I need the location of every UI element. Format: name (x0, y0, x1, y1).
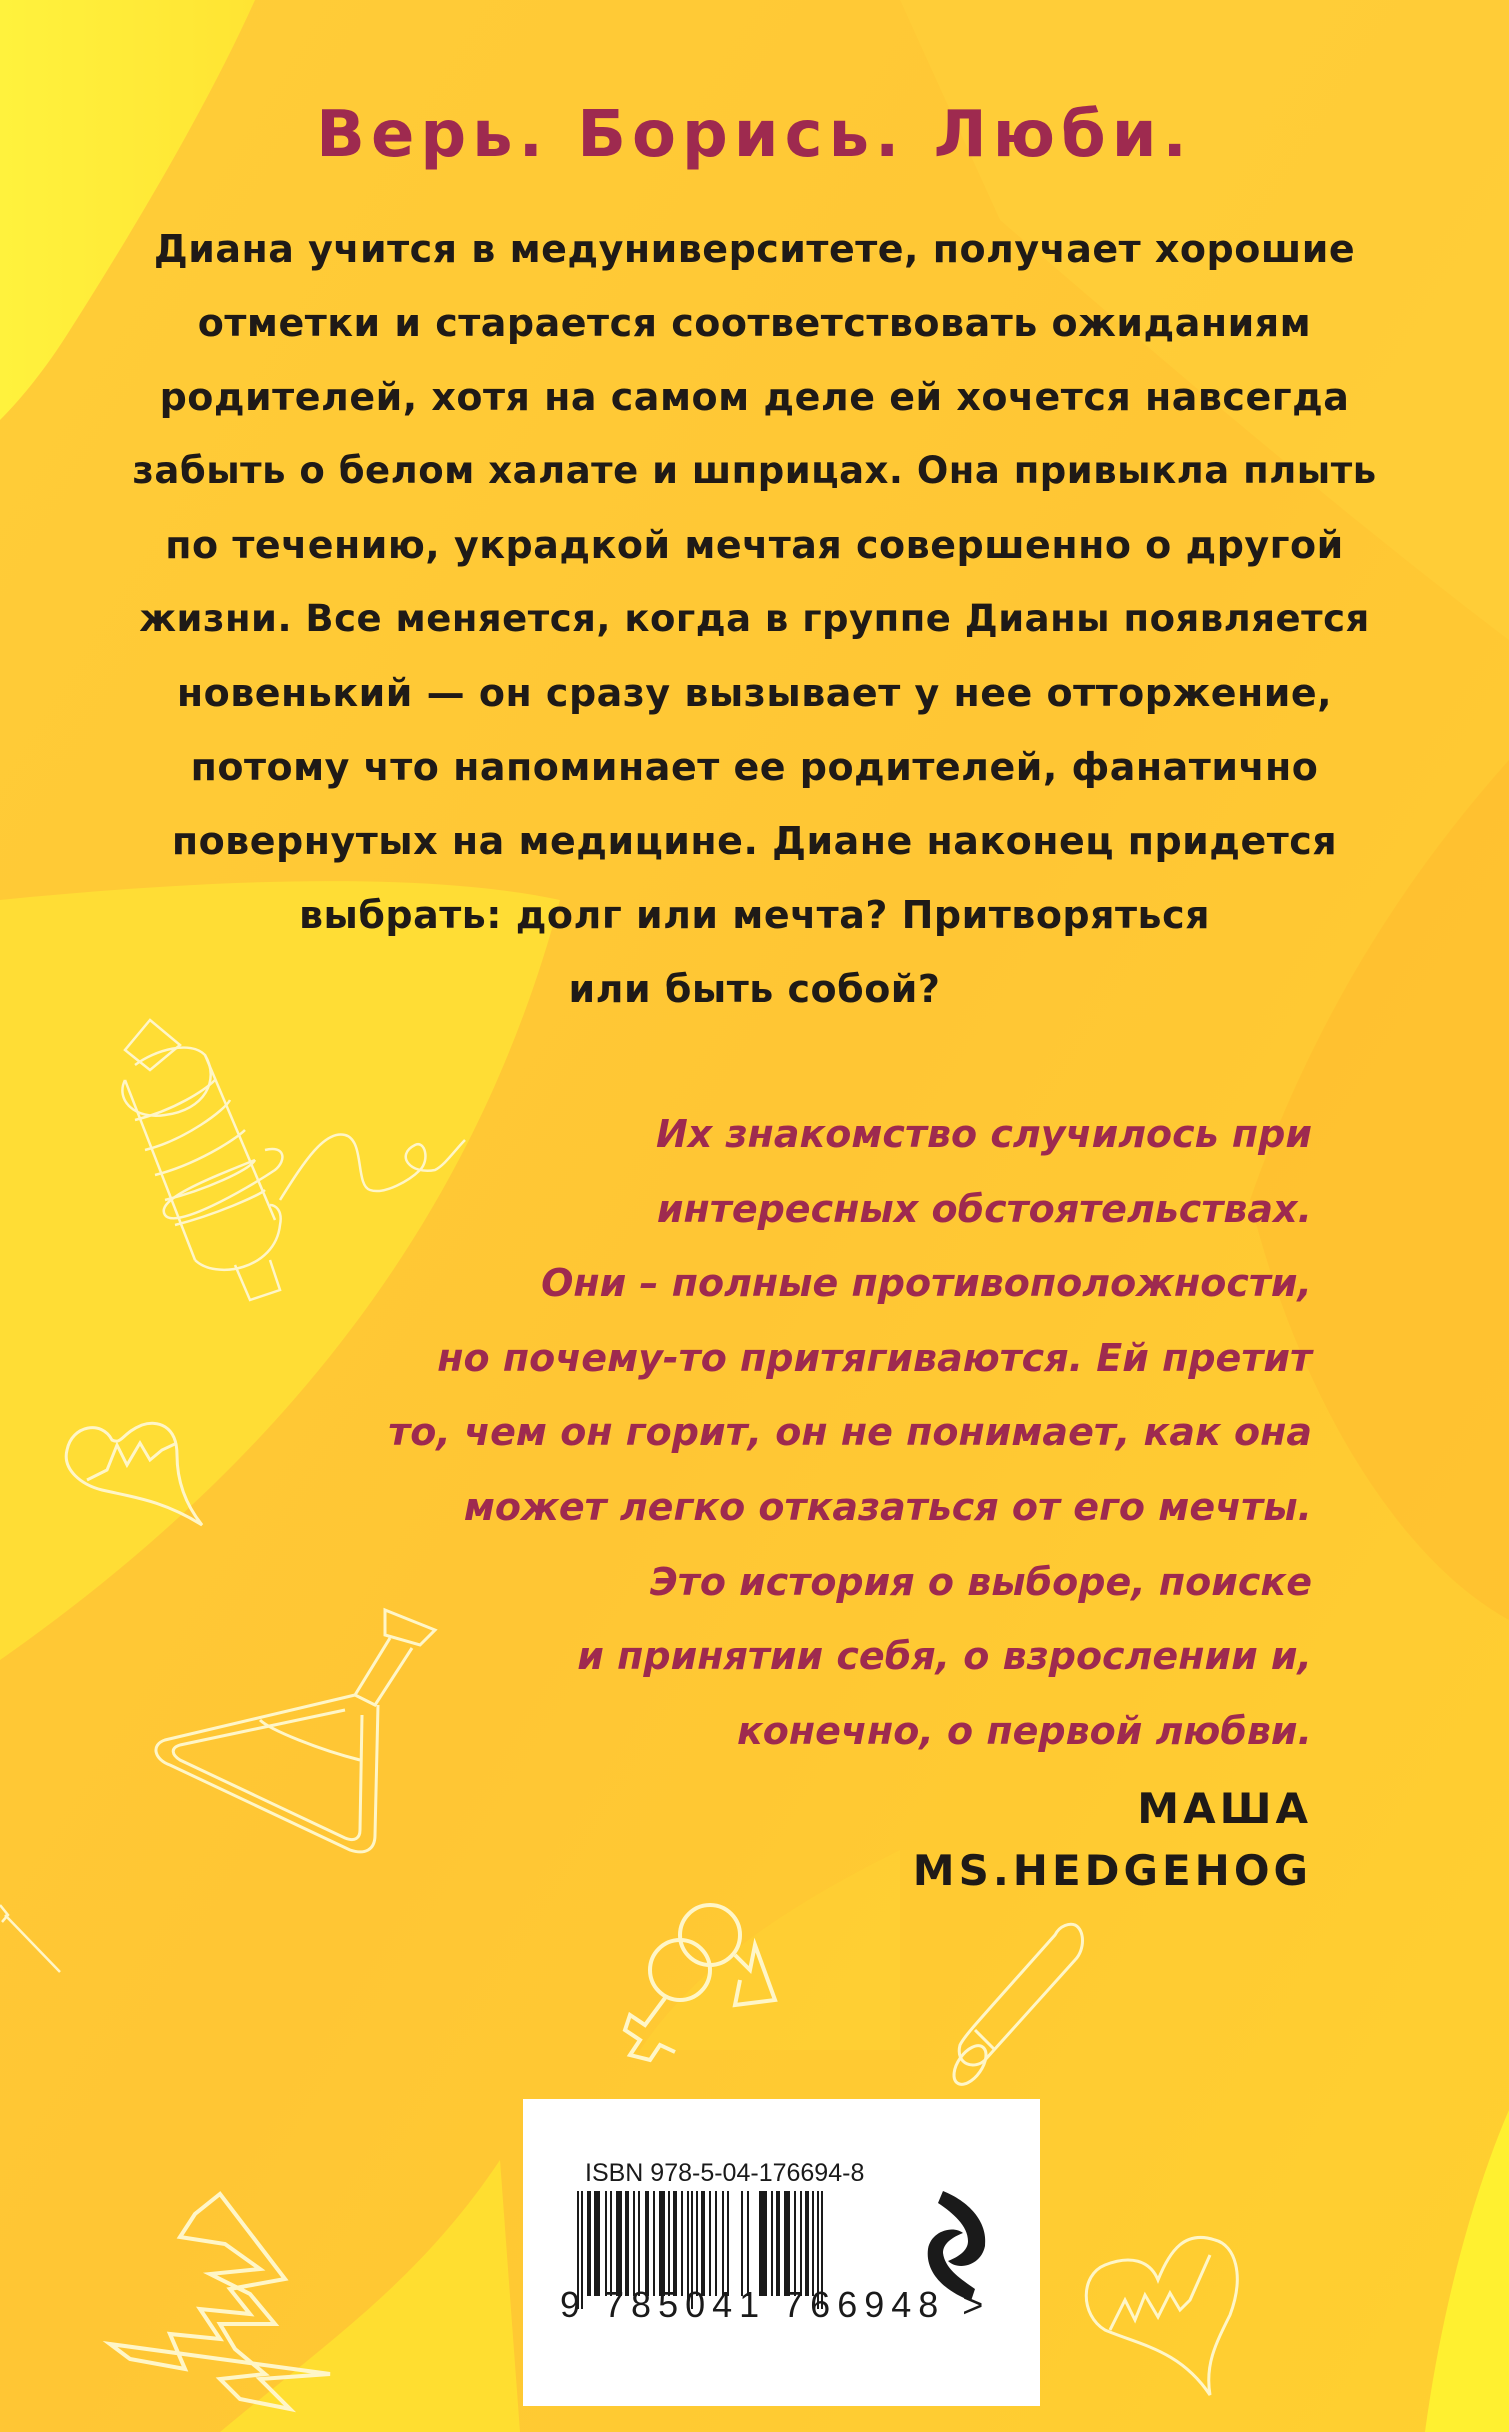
quote-line: и принятии себя, о взрослении и, (577, 1634, 1312, 1679)
tagline: Верь. Борись. Люби. (316, 98, 1193, 172)
quote-line: конечно, о первой любви. (736, 1708, 1312, 1753)
blurb-line: повернутых на медицине. Диане наконец придется (171, 819, 1338, 863)
isbn-label: ISBN 978-5-04-176694-8 (585, 2159, 865, 2187)
blurb-line: или быть собой? (568, 967, 941, 1011)
blurb-paragraph (100, 212, 1409, 1026)
blurb-line: новенький — он сразу вызывает у нее отторжение, (176, 671, 1333, 715)
review-quote (212, 1097, 1312, 1768)
quote-line: но почему-то притягиваются. Ей претит (437, 1335, 1312, 1380)
blurb-line: Диана учится в медуниверситете, получает хорошие (153, 227, 1356, 271)
isbn-barcode-block (523, 2099, 1040, 2406)
quote-author (913, 1778, 1312, 1902)
blurb-line: потому что напоминает ее родителей, фанатично (190, 745, 1319, 789)
quote-line: интересных обстоятельствах. (656, 1186, 1312, 1231)
author-name: МАША (1137, 1784, 1312, 1833)
quote-line: то, чем он горит, он не понимает, как она (388, 1410, 1312, 1455)
blurb-line: жизни. Все меняется, когда в группе Дианы появляется (139, 597, 1370, 640)
blurb-line: забыть о белом халате и шприцах. Она привыкла плыть (132, 449, 1377, 492)
barcode-digits: 9 785041 766948 > (560, 2284, 991, 2325)
blurb-line: родителей, хотя на самом деле ей хочется навсегда (159, 375, 1350, 419)
quote-line: Это история о выборе, поиске (649, 1559, 1312, 1604)
blurb-line: по течению, украдкой мечтая совершенно о другой (165, 523, 1344, 567)
quote-line: Они – полные противоположности, (541, 1261, 1312, 1306)
quote-line: может легко отказаться от его мечты. (463, 1484, 1312, 1529)
quote-line: Их знакомство случилось при (655, 1112, 1312, 1156)
blurb-line: выбрать: долг или мечта? Притворяться (298, 893, 1211, 937)
eksmo-logo-icon (923, 2191, 993, 2301)
author-handle: MS.HEDGEHOG (912, 1846, 1312, 1895)
blurb-line: отметки и старается соответствовать ожиданиям (197, 301, 1312, 345)
